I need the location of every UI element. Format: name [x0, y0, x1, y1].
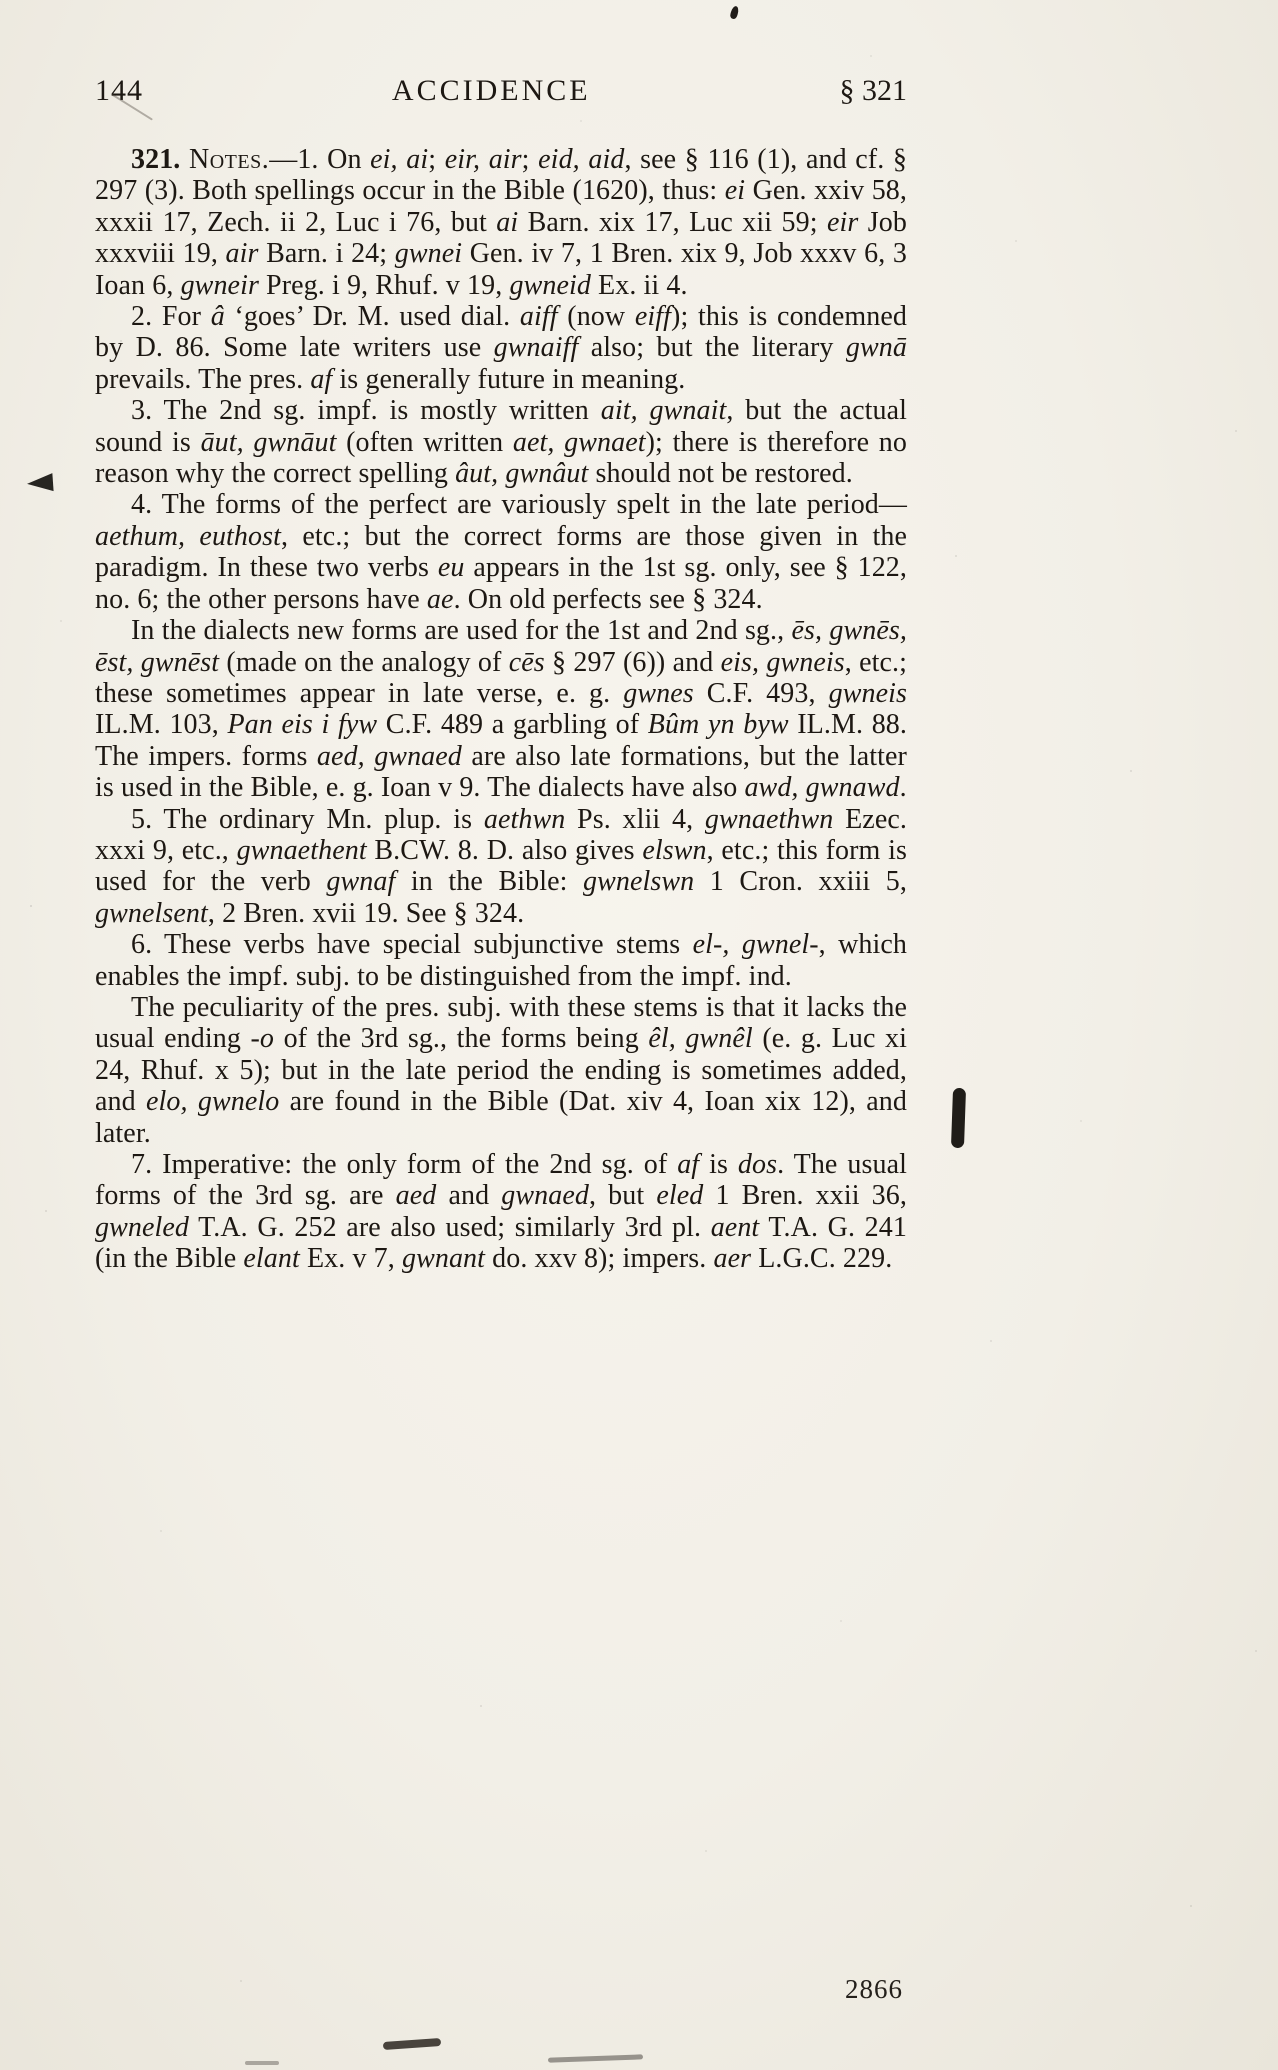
paragraph-note-2: 2. For â ‘goes’ Dr. M. used dial. aiff (now eiff); this is condemned by D. 86. Some late writers use gwnaiff also; but the literary gwnā prevails. The pres. af is generally future in meaning.: [95, 301, 908, 395]
top-ink-dot: [729, 5, 739, 19]
margin-arrow-pen-mark: [26, 473, 53, 493]
bottom-edge-smudge: [548, 2054, 643, 2062]
paragraph-note-1: 321. Notes.—1. On ei, ai; eir, air; eid, aid, see § 116 (1), and cf. § 297 (3). Both spellings occur in the Bible (1620), thus: ei Gen. xxiv 58, xxxii 17, Zech. ii 2, Luc i 76, but ai Barn. xix 17, Luc xii 59; eir Job xxxviii 19, air Barn. i 24; gwnei Gen. iv 7, 1 Bren. xix 9, Job xxxv 6, 3 Ioan 6, gwneir Preg. i 9, Rhuf. v 19, gwneid Ex. ii 4.: [95, 144, 908, 301]
bottom-edge-smudge: [245, 2061, 279, 2065]
paper-speckles: [0, 0, 2, 2]
paragraph-note-4: 4. The forms of the perfect are variously spelt in the late period—aethum, euthost, etc.; but the correct forms are those given in the paradigm. In these two verbs eu appears in the 1st sg. only, see § 122, no. 6; the other persons have ae. On old perfects see § 324.: [95, 489, 907, 615]
stamp-number: 2866: [845, 1974, 903, 2004]
page-number: 144: [95, 74, 143, 107]
paragraph-note-5: 5. The ordinary Mn. plup. is aethwn Ps. xlii 4, gwnaethwn Ezec. xxxi 9, etc., gwnaethent B.CW. 8. D. also gives elswn, etc.; this form is used for the verb gwnaf in the Bible: gwnelswn 1 Cron. xxiii 5, gwnelsent, 2 Bren. xvii 19. See § 324.: [95, 803, 908, 929]
section-number: § 321: [839, 74, 907, 107]
text-body: [95, 144, 907, 1275]
paragraph-note-3: 3. The 2nd sg. impf. is mostly written ait, gwnait, but the actual sound is āut, gwnāut (often written aet, gwnaet); there is therefore no reason why the correct spelling âut, gwnâut should not be restored.: [95, 395, 907, 490]
page-content: [95, 74, 907, 1275]
paragraph-note-6: 6. These verbs have special subjunctive stems el-, gwnel-, which enables the impf. subj. to be distinguished from the impf. ind.: [95, 929, 908, 992]
paragraph-note-7: 7. Imperative: the only form of the 2nd sg. of af is dos. The usual forms of the 3rd sg. are aed and gwnaed, but eled 1 Bren. xxii 36, gwneled T.A. G. 252 are also used; similarly 3rd pl. aent T.A. G. 241 (in the Bible elant Ex. v 7, gwnant do. xxv 8); impers. aer L.G.C. 229.: [95, 1149, 907, 1275]
bottom-edge-smudge: [383, 2038, 441, 2050]
right-edge-ink-blob: [951, 1088, 966, 1148]
running-header: [95, 74, 907, 108]
paragraph-note-4-dialects: In the dialects new forms are used for the 1st and 2nd sg., ēs, gwnēs, ēst, gwnēst (made on the analogy of cēs § 297 (6)) and eis, gwneis, etc.; these sometimes appear in late verse, e. g. gwnes C.F. 493, gwneis IL.M. 103, Pan eis i fyw C.F. 489 a garbling of Bûm yn byw IL.M. 88. The impers. forms aed, gwnaed are also late formations, but the latter is used in the Bible, e. g. Ioan v 9. The dialects have also awd, gwnawd.: [95, 615, 907, 804]
paragraph-note-6-peculiarity: The peculiarity of the pres. subj. with these stems is that it lacks the usual ending -o of the 3rd sg., the forms being êl, gwnêl (e. g. Luc xi 24, Rhuf. x 5); but in the late period the ending is sometimes added, and elo, gwnelo are found in the Bible (Dat. xiv 4, Ioan xix 12), and later.: [95, 991, 907, 1149]
running-title: ACCIDENCE: [391, 74, 591, 107]
